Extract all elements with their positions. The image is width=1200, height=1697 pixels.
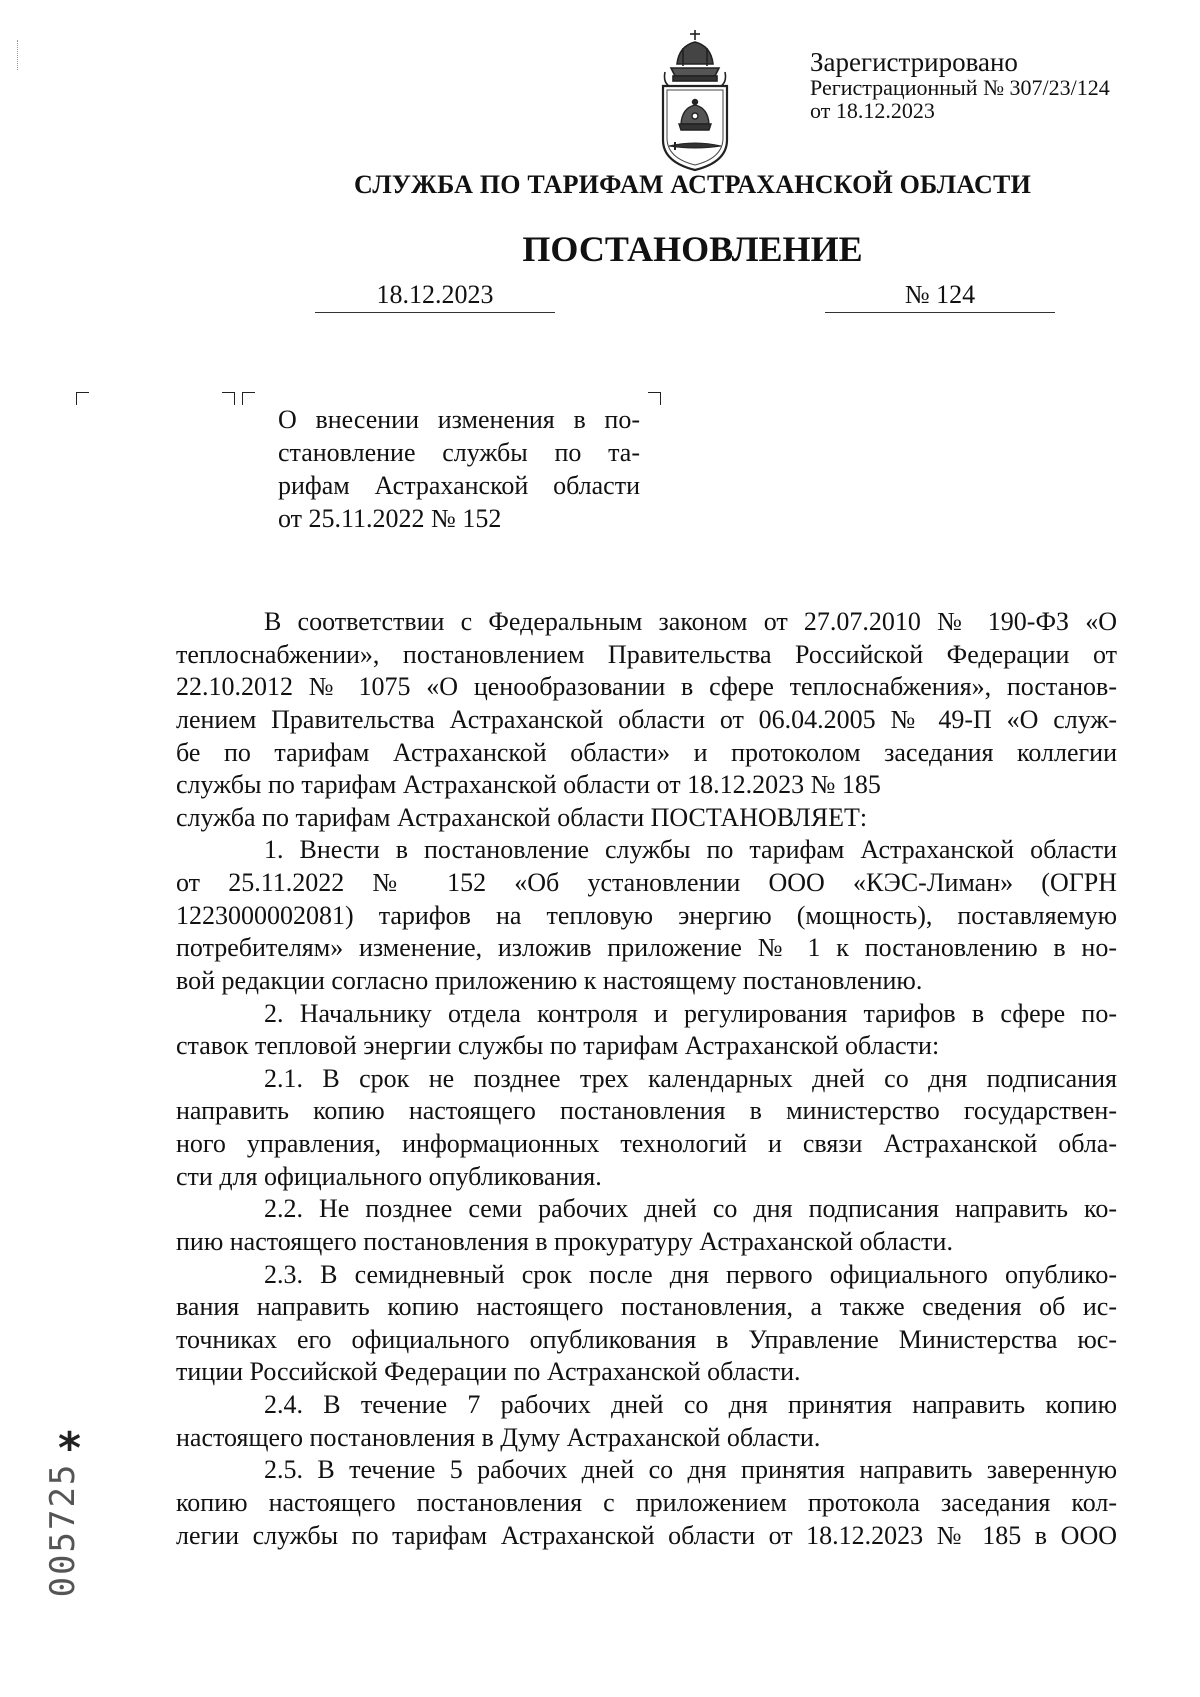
text-line: тиции Российской Федерации по Астраханской области. <box>176 1357 801 1387</box>
subject-corner-bracket-left-inner <box>242 392 255 405</box>
text-line: 2.3. В семидневный срок после дня первого официального опублико- <box>264 1259 1117 1289</box>
text-line: 2.1. В срок не позднее трех календарных дней со дня подписания <box>264 1063 1117 1093</box>
registration-stamp <box>810 48 1110 123</box>
text-line: настоящего постановления в Думу Астраханской области. <box>176 1422 821 1452</box>
text-line: от 25.11.2022 № 152 «Об установлении ООО «КЭС-Лиман» (ОГРН <box>176 868 1117 897</box>
text-line: службы по тарифам Астраханской области от 18.12.2023 № 185 <box>176 770 881 800</box>
subject-corner-bracket-left <box>222 392 235 405</box>
subject-line: рифам Астраханской области <box>278 471 640 501</box>
item-2-3-paragraph <box>176 1259 1117 1390</box>
item-2-1-paragraph <box>176 1063 1117 1194</box>
astrakhan-coat-of-arms-icon <box>655 28 735 173</box>
text-line: 22.10.2012 № 1075 «О ценообразовании в сфере теплоснабжения», постанов- <box>176 672 1117 702</box>
text-line: В соответствии с Федеральным законом от 27.07.2010 № 190-ФЗ «О <box>264 607 1117 636</box>
text-line: вой редакции согласно приложению к настоящему постановлению. <box>176 965 923 995</box>
text-line: служба по тарифам Астраханской области ПОСТАНОВЛЯЕТ: <box>176 802 868 832</box>
document-type: ПОСТАНОВЛЕНИЕ <box>522 229 863 269</box>
document-subject <box>278 403 640 535</box>
text-line: теплоснабжении», постановлением Правительства Российской Федерации от <box>176 639 1117 669</box>
margin-star-icon: * <box>58 1423 82 1474</box>
text-line: копию настоящего постановления с приложением протокола заседания кол- <box>176 1487 1117 1517</box>
registration-date: от 18.12.2023 <box>810 98 935 124</box>
text-line: 2.2. Не позднее семи рабочих дней со дня подписания направить ко- <box>264 1194 1117 1224</box>
text-line: ставок тепловой энергии службы по тарифам Астраханской области: <box>176 1031 940 1061</box>
registration-label: Зарегистрировано <box>810 47 1018 77</box>
text-line: 2.4. В течение 7 рабочих дней со дня принятия направить копию <box>264 1390 1117 1419</box>
text-line: вания направить копию настоящего постановления, а также сведения об ис- <box>176 1292 1117 1322</box>
text-line: сти для официального опубликования. <box>176 1161 602 1191</box>
item-2-4-paragraph <box>176 1389 1117 1454</box>
left-corner-bracket <box>76 392 89 405</box>
item-2-paragraph <box>176 998 1117 1063</box>
text-line: лением Правительства Астраханской области от 06.04.2005 № 49-П «О служ- <box>176 704 1117 734</box>
registration-number: Регистрационный № 307/23/124 <box>810 75 1110 101</box>
text-line: бе по тарифам Астраханской области» и протоколом заседания коллегии <box>176 737 1117 767</box>
item-2-2-paragraph <box>176 1193 1117 1258</box>
item-2-5-paragraph <box>176 1454 1117 1552</box>
text-line: легии службы по тарифам Астраханской области от 18.12.2023 № 185 в ООО <box>176 1520 1117 1550</box>
text-line: 2. Начальнику отдела контроля и регулирования тарифов в сфере по- <box>264 998 1117 1028</box>
margin-stamp-number: 005725 <box>43 1462 83 1598</box>
subject-line: от 25.11.2022 № 152 <box>278 504 502 534</box>
subject-corner-bracket-right <box>648 392 661 405</box>
scan-artifact <box>17 40 22 70</box>
organization-name: СЛУЖБА ПО ТАРИФАМ АСТРАХАНСКОЙ ОБЛАСТИ <box>354 170 1031 199</box>
text-line: направить копию настоящего постановления в министерство государствен- <box>176 1096 1117 1126</box>
text-line: пию настоящего постановления в прокуратуру Астраханской области. <box>176 1226 953 1256</box>
preamble-paragraph <box>176 606 1117 834</box>
subject-line: становление службы по та- <box>278 438 640 468</box>
document-date: 18.12.2023 <box>315 280 555 313</box>
text-line: 1. Внести в постановление службы по тарифам Астраханской области <box>264 835 1117 865</box>
text-line: ного управления, информационных технологий и связи Астраханской обла- <box>176 1129 1117 1158</box>
text-line: 2.5. В течение 5 рабочих дней со дня принятия направить заверенную <box>264 1455 1117 1485</box>
document-number: № 124 <box>825 280 1055 313</box>
text-line: точниках его официального опубликования в Управление Министерства юс- <box>176 1324 1117 1354</box>
item-1-paragraph <box>176 834 1117 997</box>
document-body <box>176 606 1117 1552</box>
text-line: 1223000002081) тарифов на тепловую энергию (мощность), поставляемую <box>176 900 1117 930</box>
subject-line: О внесении изменения в по- <box>278 405 640 434</box>
text-line: потребителям» изменение, изложив приложение № 1 к постановлению в но- <box>176 933 1117 963</box>
